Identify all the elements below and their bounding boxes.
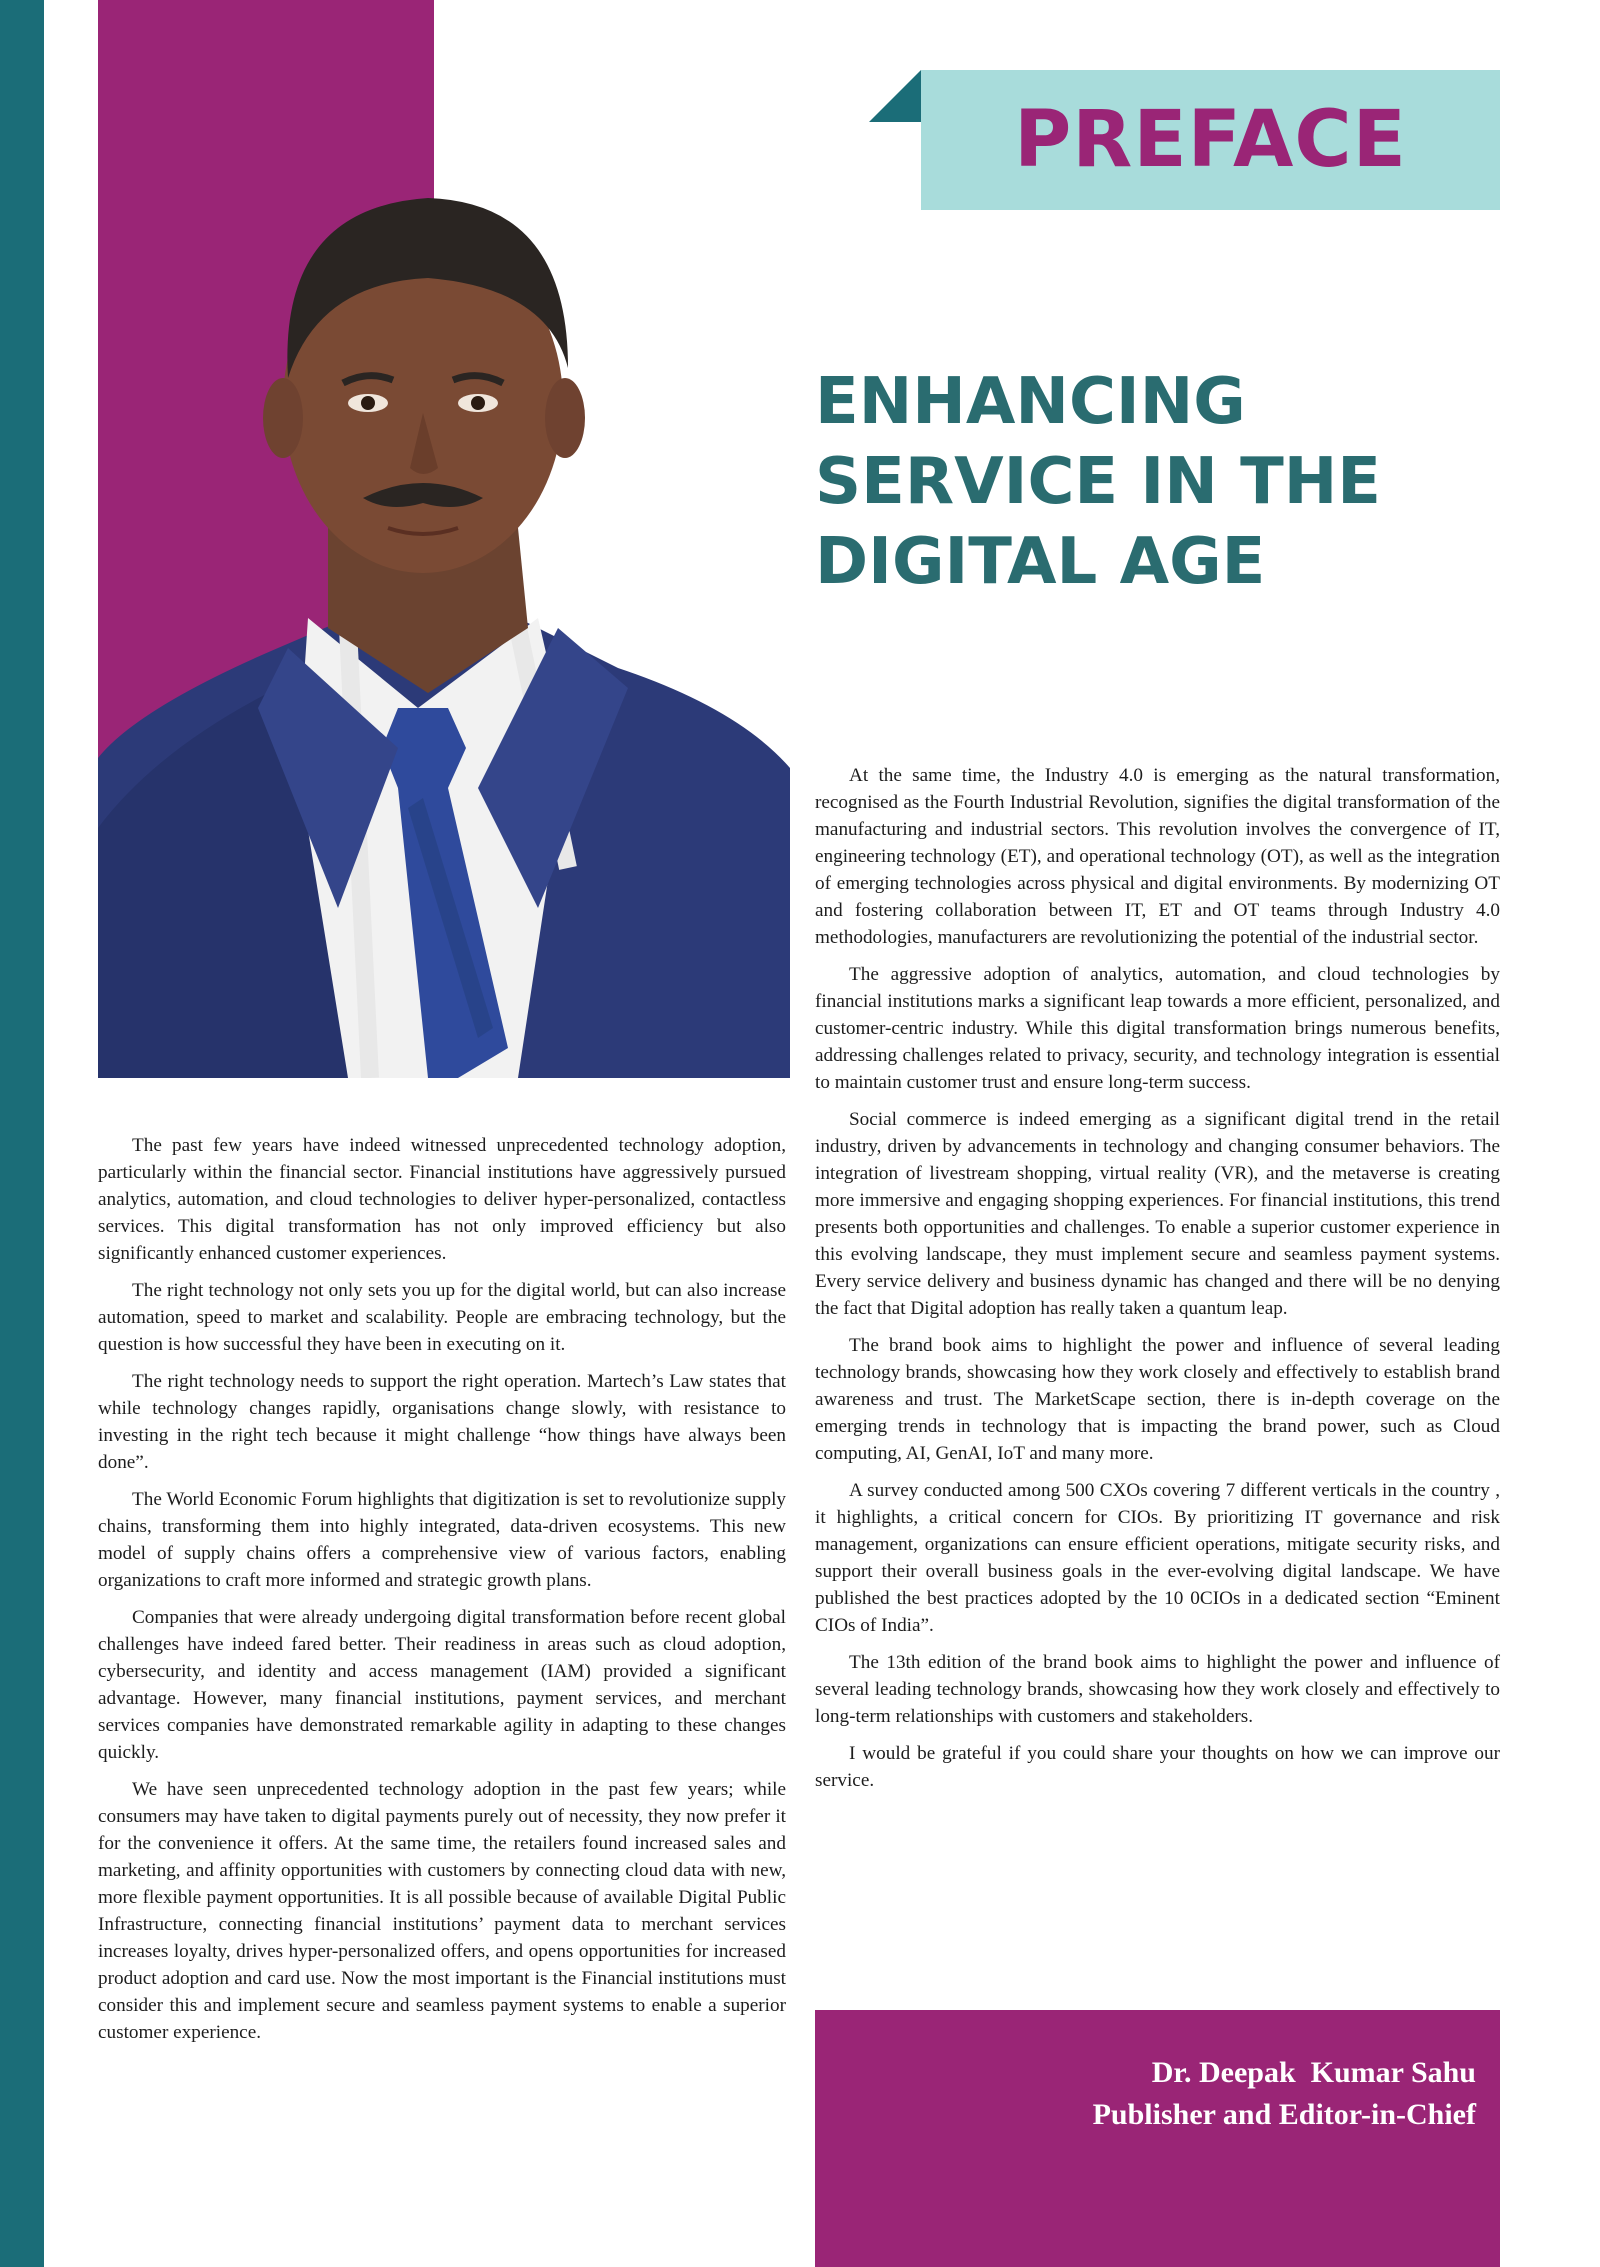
preface-label-box [921,70,1500,210]
title-line: DIGITAL AGE [815,525,1266,599]
paragraph: Companies that were already undergoing digital transformation before recent global challenges have indeed fared better. Their readiness in areas such as cloud adoption, cybersecurity, and identity and access management (IAM) provided a significant advantage. However, many financial institutions, payment services, and merchant services companies have demonstrated remarkable agility in adapting to these changes quickly. [98,1607,786,1763]
preface-tag [869,70,1500,210]
signature-box [815,2010,1500,2267]
paragraph: At the same time, the Industry 4.0 is emerging as the natural transformation, recognised as the Fourth Industrial Revolution, signifies the digital transformation of the manufacturing and industrial sectors. This revolution involves the convergence of IT, engineering technology (ET), and operational technology (OT), as well as the integration of emerging technologies across physical and digital environments. By modernizing OT and fostering collaboration between IT, ET and OT teams through Industry 4.0 methodologies, manufacturers are revolutionizing the potential of the industrial sector. [815,765,1500,948]
paragraph: Social commerce is indeed emerging as a significant digital trend in the retail industry, driven by advancements in technology and changing consumer behaviors. The integration of livestream shopping, virtual reality (VR), and the metaverse is creating more immersive and engaging shopping experiences. For financial institutions, this trend presents both opportunities and challenges. To enable a superior customer experience in this evolving landscape, they must implement secure and seamless payment systems. Every service delivery and business dynamic has changed and there will be no denying the fact that Digital adoption has really taken a quantum leap. [815,1109,1500,1319]
paragraph: The 13th edition of the brand book aims to highlight the power and influence of several leading technology brands, showcasing how they work closely and effectively to long-term relationships with customers and stakeholders. [815,1652,1500,1727]
paragraph: The right technology not only sets you up for the digital world, but can also increase automation, speed to market and scalability. People are embracing technology, but the question is how successful they have been in executing on it. [98,1280,786,1355]
paragraph: We have seen unprecedented technology adoption in the past few years; while consumers may have taken to digital payments purely out of necessity, they now prefer it for the convenience it offers. At the same time, the retailers found increased sales and marketing, and affinity opportunities with customers by connecting cloud data with new, more flexible payment opportunities. It is all possible because of available Digital Public Infrastructure, connecting financial institutions’ payment data to merchant services increases loyalty, drives hyper-personalized offers, and opens opportunities for increased product adoption and card use. Now the most important is the Financial institutions must consider this and implement secure and seamless payment systems to enable a superior customer experience. [98,1779,786,2043]
author-portrait [98,148,790,1078]
preface-label: PREFACE [1014,95,1407,185]
signature-role: Publisher and Editor-in-Chief [1092,2098,1476,2131]
paragraph: The aggressive adoption of analytics, automation, and cloud technologies by financial institutions marks a significant leap towards a more efficient, personalized, and customer-centric industry. While this digital transformation brings numerous benefits, addressing challenges related to privacy, security, and technology integration is essential to maintain customer trust and ensure long-term success. [815,964,1500,1093]
paragraph: The right technology needs to support the right operation. Martech’s Law states that while technology changes rapidly, organisations change slowly, with resistance to investing in the right tech because it might challenge “how things have always been done”. [98,1371,786,1473]
paragraph: A survey conducted among 500 CXOs covering 7 different verticals in the country , it highlights, a critical concern for CIOs. By prioritizing IT governance and risk management, organizations can ensure efficient operations, mitigate security risks, and support their overall business goals in the ever-evolving digital landscape. We have published the best practices adopted by the 10 0CIOs in a dedicated section “Eminent CIOs of India”. [815,1480,1500,1636]
left-text-column [98,1132,786,2056]
left-accent-bar [0,0,44,2267]
paragraph: I would be grateful if you could share your thoughts on how we can improve our service. [815,1743,1500,1791]
paragraph: The brand book aims to highlight the power and influence of several leading technology brands, showcasing how they work closely and effectively to establish brand awareness and trust. The MarketScape section, there is in-depth coverage on the emerging trends in technology that is impacting the brand power, such as Cloud computing, AI, GenAI, IoT and many more. [815,1335,1500,1464]
preface-corner-triangle [869,70,921,122]
right-text-column [815,762,1500,1804]
page-title [815,362,1515,602]
title-line: SERVICE IN THE [815,445,1381,519]
paragraph: The past few years have indeed witnessed unprecedented technology adoption, particularly within the financial sector. Financial institutions have aggressively pursued analytics, automation, and cloud technologies to deliver hyper-personalized, contactless services. This digital transformation has not only improved efficiency but also significantly enhanced customer experiences. [98,1135,786,1264]
signature-name: Dr. Deepak Kumar Sahu [1151,2056,1476,2089]
signature-block [1093,2052,1476,2136]
paragraph: The World Economic Forum highlights that digitization is set to revolutionize supply chains, transforming them into highly integrated, data-driven ecosystems. This new model of supply chains offers a comprehensive view of various factors, enabling organizations to craft more informed and strategic growth plans. [98,1489,786,1591]
title-line: ENHANCING [815,365,1246,439]
